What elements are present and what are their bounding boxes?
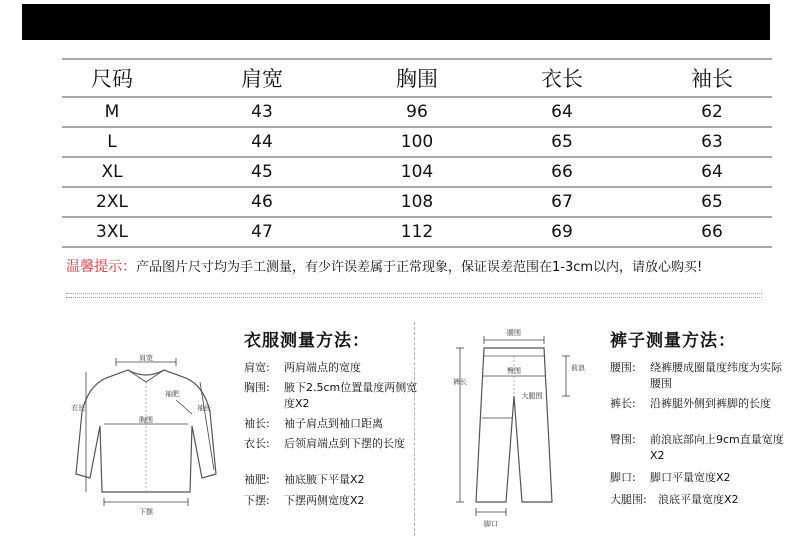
table-cell: 45 (251, 162, 273, 182)
measure-value: 前浪底部向上9cm直量宽度X2 (650, 433, 784, 462)
table-cell: 64 (551, 102, 573, 122)
table-cell: 65 (551, 132, 573, 152)
diagram-label: 大腿围 (521, 392, 543, 400)
table-cell: 63 (701, 132, 723, 152)
measure-key: 裤长: (610, 397, 636, 410)
table-row (62, 98, 772, 128)
header-cell: 肩宽 (241, 67, 283, 91)
diagram-label: 胸围 (139, 416, 153, 424)
top-banner (22, 4, 770, 40)
shirt-section-title: 衣服测量方法： (244, 331, 370, 351)
measure-key: 袖肥: (244, 473, 270, 486)
size-table (62, 58, 772, 248)
diagram-label: 裤长 (453, 378, 467, 386)
measure-value: 腋下2.5cm位置量度两侧宽度X2 (284, 381, 418, 410)
diagram-label: 肩宽 (139, 354, 153, 362)
size-cell: XL (101, 162, 123, 182)
table-header-row (62, 58, 772, 98)
header-cell: 胸围 (396, 67, 438, 91)
table-cell: 66 (701, 222, 723, 242)
header-cell: 尺码 (91, 67, 133, 91)
measure-key: 臀围: (610, 433, 636, 446)
measure-value: 下摆两侧宽度X2 (284, 494, 365, 507)
diagram-label: 前浪 (571, 364, 585, 372)
table-cell: 66 (551, 162, 573, 182)
table-cell: 96 (406, 102, 428, 122)
dotted-divider (66, 293, 762, 294)
pants-diagram (444, 326, 594, 538)
measure-key: 胸围: (244, 381, 270, 394)
pants-section-title: 裤子测量方法： (610, 331, 736, 351)
notice-label: 温馨提示： (66, 259, 136, 275)
size-cell: 2XL (96, 192, 128, 212)
measure-value: 沿裤腿外侧到裤脚的长度 (650, 397, 771, 410)
table-cell: 108 (400, 192, 434, 212)
diagram-label: 衣长 (71, 404, 85, 412)
table-cell: 112 (400, 222, 434, 242)
size-cell: M (104, 102, 120, 122)
table-row (62, 218, 772, 248)
header-cell: 衣长 (541, 67, 583, 91)
table-cell: 47 (251, 222, 273, 242)
notice (66, 256, 702, 276)
table-cell: 44 (251, 132, 273, 152)
table-cell: 100 (400, 132, 434, 152)
size-cell: 3XL (96, 222, 128, 242)
measure-value: 袖底腋下平量X2 (284, 473, 365, 486)
diagram-label: 腰围 (507, 329, 521, 337)
table-row (62, 158, 772, 188)
measure-key: 肩宽: (244, 361, 270, 374)
measure-key: 下摆: (244, 494, 270, 507)
table-cell: 69 (551, 222, 573, 242)
measure-key: 衣长: (244, 437, 270, 450)
measure-key: 腰围: (610, 361, 636, 374)
diagram-label: 脚口 (484, 520, 498, 528)
table-row (62, 188, 772, 218)
table-cell: 67 (551, 192, 573, 212)
measure-key: 大腿围: (610, 493, 647, 506)
header-cell: 袖长 (691, 67, 733, 91)
measure-value: 绕裤腰成圈量度纬度为实际腰围 (650, 361, 782, 390)
measure-key: 脚口: (610, 471, 636, 484)
measure-key: 袖长: (244, 417, 270, 430)
table-cell: 104 (400, 162, 434, 182)
measure-value: 浪底平量宽度X2 (658, 493, 739, 506)
table-cell: 65 (701, 192, 723, 212)
measure-value: 两肩端点的宽度 (284, 361, 361, 374)
dotted-divider (66, 297, 762, 298)
measure-value: 后领肩端点到下摆的长度 (284, 437, 405, 450)
table-cell: 46 (251, 192, 273, 212)
measure-value: 脚口平量宽度X2 (650, 471, 731, 484)
table-cell: 43 (251, 102, 273, 122)
shirt-diagram (64, 352, 226, 520)
table-row (62, 128, 772, 158)
table-cell: 64 (701, 162, 723, 182)
measure-value: 袖子肩点到袖口距离 (284, 417, 383, 430)
diagram-label: 臀围 (507, 367, 521, 375)
size-cell: L (107, 132, 117, 152)
diagram-label: 袖肥 (165, 390, 179, 398)
table-cell: 62 (701, 102, 723, 122)
diagram-label: 下摆 (139, 508, 153, 516)
diagram-label: 袖长 (197, 404, 211, 412)
notice-text: 产品图片尺寸均为手工测量，有少许误差属于正常现象，保证误差范围在1-3cm以内，请放心购买! (136, 260, 703, 275)
